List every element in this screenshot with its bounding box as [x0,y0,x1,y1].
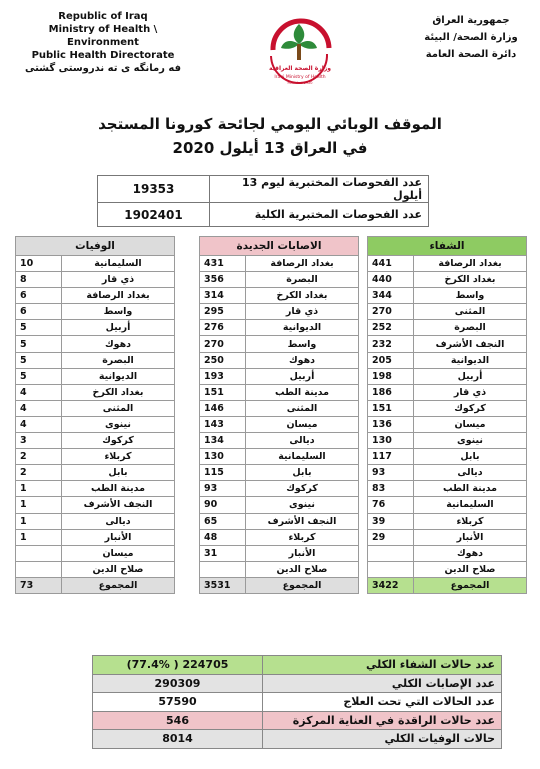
new-cases-value: 48 [200,529,246,545]
new-cases-province: البصرة [246,272,359,288]
deaths-province: ميسان [62,545,175,561]
deaths-value: 1 [16,513,62,529]
new-cases-value: 295 [200,304,246,320]
recoveries-row [368,384,527,400]
new-cases-province: دهوك [246,352,359,368]
new-cases-row [200,545,359,561]
title-line1: الموقف الوبائي اليومي لجائحة كورونا المستجد [98,115,442,133]
deaths-province: البصرة [62,352,175,368]
new-cases-total-value: 3531 [200,577,246,593]
recoveries-row [368,416,527,432]
summary-label: عدد حالات الراقدة في العناية المركزة [263,711,502,730]
new-cases-province: واسط [246,336,359,352]
recoveries-province: بابل [414,449,527,465]
recoveries-row [368,497,527,513]
summary-row [93,674,502,693]
recoveries-total-row [368,577,527,593]
logo-year-text: Founded 1920 [287,81,313,85]
recoveries-row [368,352,527,368]
summary-row [93,711,502,730]
new-cases-row [200,449,359,465]
lab-tests-table [97,175,429,227]
deaths-value: 1 [16,529,62,545]
deaths-province: الديوانية [62,368,175,384]
deaths-row [16,336,175,352]
deaths-value: 8 [16,272,62,288]
recoveries-total-label: المجموع [414,577,527,593]
recoveries-value: 344 [368,288,414,304]
new-cases-province: بابل [246,465,359,481]
recoveries-row [368,304,527,320]
new-cases-row [200,288,359,304]
deaths-row [16,449,175,465]
recoveries-value: 117 [368,449,414,465]
deaths-row [16,481,175,497]
recoveries-value [368,545,414,561]
recoveries-value: 29 [368,529,414,545]
page-title [60,112,480,160]
new-cases-value: 431 [200,256,246,272]
new-cases-province: نينوى [246,497,359,513]
deaths-province: السليمانية [62,256,175,272]
deaths-header: الوفيات [16,237,175,256]
recoveries-value: 76 [368,497,414,513]
new-cases-province: ميسان [246,416,359,432]
new-cases-row [200,272,359,288]
new-cases-value: 250 [200,352,246,368]
new-cases-province: كربلاء [246,529,359,545]
recoveries-row [368,481,527,497]
deaths-table [15,236,175,594]
new-cases-province: صلاح الدين [246,561,359,577]
deaths-value: 3 [16,433,62,449]
deaths-province: الأنبار [62,529,175,545]
deaths-province: بابل [62,465,175,481]
new-cases-value: 270 [200,336,246,352]
deaths-row [16,352,175,368]
recoveries-province: ميسان [414,416,527,432]
new-cases-value: 193 [200,368,246,384]
deaths-row [16,368,175,384]
new-cases-value: 143 [200,416,246,432]
recoveries-row [368,449,527,465]
new-cases-province: الأنبار [246,545,359,561]
recoveries-province: ذي قار [414,384,527,400]
deaths-province: نينوى [62,416,175,432]
new-cases-province: مدينة الطب [246,384,359,400]
recoveries-province: السليمانية [414,497,527,513]
recoveries-province: النجف الأشرف [414,336,527,352]
recoveries-value: 440 [368,272,414,288]
deaths-value: 4 [16,416,62,432]
recoveries-province: كربلاء [414,513,527,529]
new-cases-row [200,320,359,336]
deaths-province: ديالى [62,513,175,529]
new-cases-row [200,352,359,368]
summary-value: 290309 [93,674,263,693]
deaths-total-label: المجموع [62,577,175,593]
summary-value: 57590 [93,693,263,712]
recoveries-province: نينوى [414,433,527,449]
new-cases-header: الاصابات الجديدة [200,237,359,256]
tests-row-total [98,203,429,227]
header-ar-line3: دائرة الصحة العامة [425,49,517,60]
deaths-row [16,497,175,513]
recoveries-row [368,433,527,449]
tests-daily-value: 19353 [98,176,210,203]
recoveries-value: 151 [368,400,414,416]
recoveries-value: 205 [368,352,414,368]
deaths-value [16,561,62,577]
new-cases-row [200,561,359,577]
new-cases-province: ديالى [246,433,359,449]
summary-value: 8014 [93,730,263,749]
deaths-value: 5 [16,368,62,384]
deaths-total-value: 73 [16,577,62,593]
new-cases-row [200,368,359,384]
new-cases-province: النجف الأشرف [246,513,359,529]
deaths-province: النجف الأشرف [62,497,175,513]
recoveries-row [368,256,527,272]
new-cases-value: 115 [200,465,246,481]
recoveries-row [368,545,527,561]
deaths-row [16,529,175,545]
deaths-value: 2 [16,449,62,465]
new-cases-value: 130 [200,449,246,465]
new-cases-row [200,481,359,497]
deaths-value: 5 [16,352,62,368]
new-cases-value: 356 [200,272,246,288]
new-cases-value: 276 [200,320,246,336]
deaths-province: ذي قار [62,272,175,288]
deaths-value: 1 [16,481,62,497]
summary-row [93,730,502,749]
deaths-value: 2 [16,465,62,481]
deaths-value: 1 [16,497,62,513]
deaths-row [16,384,175,400]
deaths-province: صلاح الدين [62,561,175,577]
recoveries-total-value: 3422 [368,577,414,593]
deaths-row [16,545,175,561]
new-cases-row [200,256,359,272]
recoveries-province: الديوانية [414,352,527,368]
header-en-line1: Republic of Iraq [58,11,148,22]
deaths-row [16,304,175,320]
deaths-total-row [16,577,175,593]
deaths-value: 6 [16,288,62,304]
logo-arabic-text: وزارة الصحة العراقية [268,65,332,72]
deaths-row [16,465,175,481]
recoveries-value: 198 [368,368,414,384]
deaths-row [16,561,175,577]
recoveries-row [368,368,527,384]
deaths-province: كربلاء [62,449,175,465]
logo-english-text: Iraqi Ministry of Health [274,75,326,80]
deaths-province: واسط [62,304,175,320]
recoveries-province: صلاح الدين [414,561,527,577]
new-cases-total-row [200,577,359,593]
deaths-province: بغداد الرصافة [62,288,175,304]
recoveries-row [368,513,527,529]
tests-row-daily [98,176,429,203]
new-cases-row [200,416,359,432]
new-cases-row [200,529,359,545]
new-cases-province: أربيل [246,368,359,384]
tests-daily-label: عدد الفحوصات المختبرية ليوم 13 أيلول [210,176,429,203]
deaths-row [16,288,175,304]
deaths-row [16,256,175,272]
new-cases-value: 93 [200,481,246,497]
new-cases-province: السليمانية [246,449,359,465]
summary-label: حالات الوفيات الكلي [263,730,502,749]
new-cases-table [199,236,359,594]
new-cases-row [200,400,359,416]
header-en-line3: Public Health Directorate [31,50,175,61]
new-cases-row [200,465,359,481]
recoveries-row [368,529,527,545]
deaths-province: المثنى [62,400,175,416]
summary-value: 546 [93,711,263,730]
recoveries-value: 252 [368,320,414,336]
new-cases-row [200,513,359,529]
new-cases-row [200,497,359,513]
tests-total-value: 1902401 [98,203,210,227]
deaths-value: 4 [16,384,62,400]
recoveries-row [368,400,527,416]
new-cases-value: 134 [200,433,246,449]
recoveries-row [368,336,527,352]
new-cases-province: الديوانية [246,320,359,336]
recoveries-value: 39 [368,513,414,529]
deaths-row [16,416,175,432]
summary-value: (77.4% ) 224705 [93,656,263,675]
header-ar-line1: جمهورية العراق [432,15,510,26]
recoveries-header: الشفاء [368,237,527,256]
summary-label: عدد الحالات التي تحت العلاج [263,693,502,712]
recoveries-province: كركوك [414,400,527,416]
new-cases-value: 31 [200,545,246,561]
recoveries-province: بغداد الكرخ [414,272,527,288]
ministry-logo [243,8,353,90]
tests-total-label: عدد الفحوصات المختبرية الكلية [210,203,429,227]
deaths-province: بغداد الكرخ [62,384,175,400]
recoveries-value: 130 [368,433,414,449]
recoveries-row [368,320,527,336]
recoveries-row [368,288,527,304]
deaths-province: أربيل [62,320,175,336]
deaths-value: 4 [16,400,62,416]
new-cases-province: كركوك [246,481,359,497]
header-arabic [416,12,526,63]
header-ar-line2: وزارة الصحة/ البيئة [424,32,518,43]
deaths-value: 5 [16,320,62,336]
new-cases-value: 146 [200,400,246,416]
recoveries-row [368,561,527,577]
recoveries-value: 136 [368,416,414,432]
recoveries-province: واسط [414,288,527,304]
new-cases-value [200,561,246,577]
deaths-row [16,433,175,449]
recoveries-province: البصرة [414,320,527,336]
deaths-value: 5 [16,336,62,352]
recoveries-table [367,236,527,594]
new-cases-row [200,433,359,449]
header-english [18,10,188,75]
recoveries-province: ديالى [414,465,527,481]
recoveries-province: الأنبار [414,529,527,545]
new-cases-row [200,384,359,400]
deaths-province: دهوك [62,336,175,352]
deaths-row [16,320,175,336]
summary-row [93,656,502,675]
recoveries-value [368,561,414,577]
summary-table [92,655,502,749]
recoveries-row [368,465,527,481]
new-cases-province: بغداد الرصافة [246,256,359,272]
summary-label: عدد الإصابات الكلي [263,674,502,693]
recoveries-province: بغداد الرصافة [414,256,527,272]
new-cases-value: 314 [200,288,246,304]
header-en-line2: Ministry of Health \ Environment [48,24,158,48]
recoveries-value: 93 [368,465,414,481]
deaths-province: مدينة الطب [62,481,175,497]
recoveries-province: مدينة الطب [414,481,527,497]
new-cases-province: بغداد الكرخ [246,288,359,304]
new-cases-province: المثنى [246,400,359,416]
recoveries-province: أربيل [414,368,527,384]
recoveries-value: 83 [368,481,414,497]
new-cases-value: 65 [200,513,246,529]
deaths-value [16,545,62,561]
deaths-row [16,513,175,529]
deaths-value: 10 [16,256,62,272]
recoveries-value: 186 [368,384,414,400]
deaths-province: كركوك [62,433,175,449]
new-cases-value: 90 [200,497,246,513]
new-cases-row [200,304,359,320]
new-cases-total-label: المجموع [246,577,359,593]
recoveries-value: 441 [368,256,414,272]
new-cases-value: 151 [200,384,246,400]
deaths-value: 6 [16,304,62,320]
summary-row [93,693,502,712]
title-line2: في العراق 13 أيلول 2020 [172,139,368,157]
header-ku-line: فه رمانگه ی ته ندروستی گشتی [24,63,182,74]
recoveries-value: 232 [368,336,414,352]
deaths-row [16,400,175,416]
recoveries-row [368,272,527,288]
deaths-row [16,272,175,288]
recoveries-value: 270 [368,304,414,320]
summary-label: عدد حالات الشفاء الكلي [263,656,502,675]
new-cases-province: ذي قار [246,304,359,320]
new-cases-row [200,336,359,352]
recoveries-province: دهوك [414,545,527,561]
recoveries-province: المثنى [414,304,527,320]
